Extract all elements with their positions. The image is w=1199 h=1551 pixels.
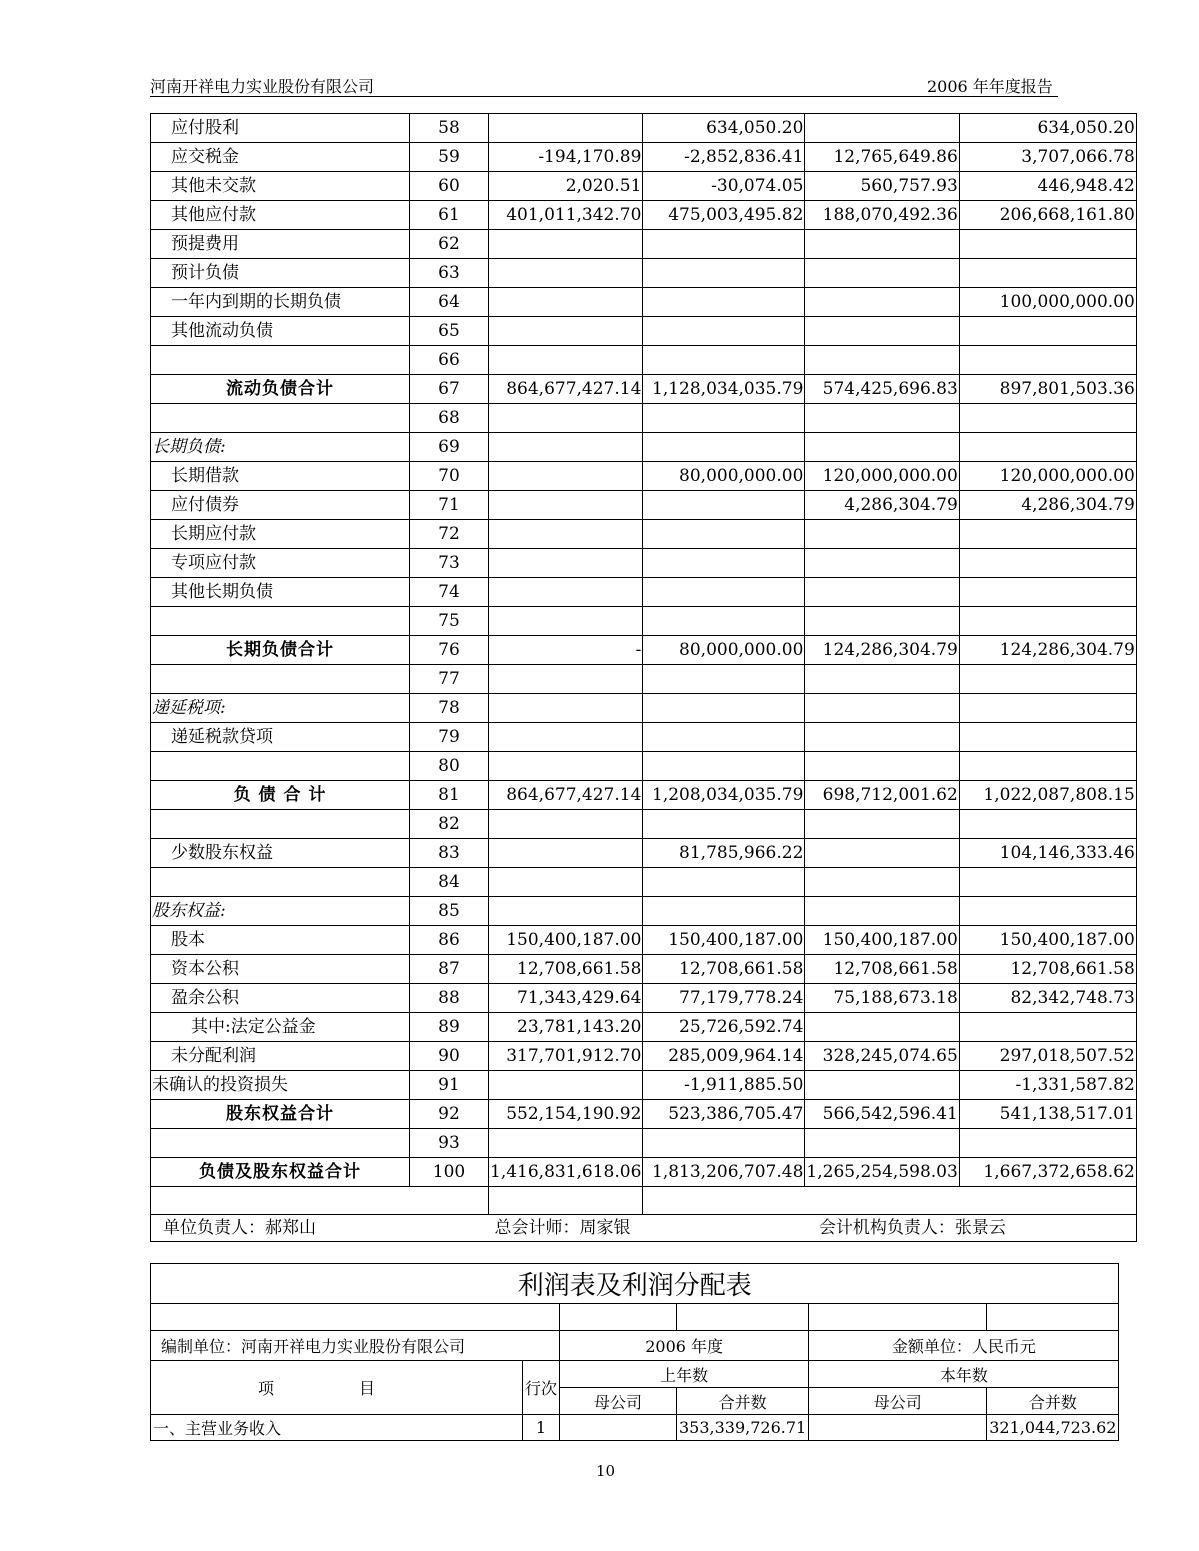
prev-year-header: 上年数: [560, 1361, 809, 1388]
income-row-line: 1: [523, 1415, 560, 1441]
row-line-number: 77: [410, 665, 489, 694]
income-row-prev-parent: [560, 1415, 677, 1441]
row-value-col2: [643, 897, 805, 926]
this-year-header: 本年数: [809, 1361, 1119, 1388]
row-value-col3: [805, 1129, 959, 1158]
row-value-col1: [489, 1129, 643, 1158]
row-value-col3: [805, 1013, 959, 1042]
row-value-col1: 401,011,342.70: [489, 201, 643, 230]
row-value-col4: [959, 404, 1136, 433]
row-line-number: 83: [410, 839, 489, 868]
row-value-col2: [643, 491, 805, 520]
unit-head-signature: 单位负责人：郝郑山: [151, 1215, 489, 1242]
balance-row: [151, 1100, 1137, 1129]
income-row-this-consolidated: 321,044,723.62: [987, 1415, 1119, 1441]
row-line-number: 73: [410, 549, 489, 578]
row-value-col2: [643, 868, 805, 897]
col-line-header: 行次: [523, 1361, 560, 1415]
prepared-by: 编制单位：河南开祥电力实业股份有限公司: [151, 1331, 560, 1361]
row-line-number: 63: [410, 259, 489, 288]
row-label: [151, 404, 410, 433]
row-value-col1: [489, 723, 643, 752]
row-value-col1: [489, 694, 643, 723]
row-value-col1: [489, 607, 643, 636]
row-label: [151, 665, 410, 694]
balance-row: [151, 143, 1137, 172]
blank-cell: [151, 1187, 489, 1215]
row-line-number: 61: [410, 201, 489, 230]
row-value-col1: 864,677,427.14: [489, 375, 643, 404]
row-value-col2: [643, 1129, 805, 1158]
row-value-col2: 12,708,661.58: [643, 955, 805, 984]
row-value-col2: -2,852,836.41: [643, 143, 805, 172]
balance-row: [151, 1042, 1137, 1071]
row-value-col4: [959, 317, 1136, 346]
row-value-col2: -1,911,885.50: [643, 1071, 805, 1100]
row-value-col3: [805, 346, 959, 375]
row-value-col3: 566,542,596.41: [805, 1100, 959, 1129]
row-value-col4: 124,286,304.79: [959, 636, 1136, 665]
balance-row: [151, 607, 1137, 636]
balance-row: [151, 491, 1137, 520]
row-value-col4: [959, 897, 1136, 926]
row-value-col2: [643, 723, 805, 752]
row-value-col1: [489, 288, 643, 317]
row-value-col1: [489, 549, 643, 578]
row-line-number: 87: [410, 955, 489, 984]
row-value-col2: 80,000,000.00: [643, 636, 805, 665]
row-value-col2: 80,000,000.00: [643, 462, 805, 491]
row-value-col2: 475,003,495.82: [643, 201, 805, 230]
row-value-col3: [805, 520, 959, 549]
row-line-number: 79: [410, 723, 489, 752]
row-line-number: 66: [410, 346, 489, 375]
row-value-col1: [489, 317, 643, 346]
row-value-col4: 82,342,748.73: [959, 984, 1136, 1013]
row-value-col3: 4,286,304.79: [805, 491, 959, 520]
income-row-label: 一、主营业务收入: [151, 1415, 523, 1441]
row-value-col3: 150,400,187.00: [805, 926, 959, 955]
row-line-number: 82: [410, 810, 489, 839]
row-value-col1: [489, 462, 643, 491]
row-value-col2: 523,386,705.47: [643, 1100, 805, 1129]
row-value-col2: [643, 578, 805, 607]
row-label: 股本: [151, 926, 410, 955]
row-line-number: 92: [410, 1100, 489, 1129]
blank-cell: [151, 1304, 560, 1331]
row-value-col1: 23,781,143.20: [489, 1013, 643, 1042]
row-label: 应付债券: [151, 491, 410, 520]
row-value-col4: 1,667,372,658.62: [959, 1158, 1136, 1187]
row-value-col1: 317,701,912.70: [489, 1042, 643, 1071]
row-value-col3: [805, 868, 959, 897]
balance-row: [151, 694, 1137, 723]
row-value-col1: [489, 578, 643, 607]
balance-row: [151, 665, 1137, 694]
row-value-col2: 1,128,034,035.79: [643, 375, 805, 404]
row-line-number: 80: [410, 752, 489, 781]
row-value-col2: [643, 404, 805, 433]
row-line-number: 78: [410, 694, 489, 723]
row-label: 长期负债合计: [151, 636, 410, 665]
row-value-col2: [643, 694, 805, 723]
row-line-number: 60: [410, 172, 489, 201]
row-label: 长期借款: [151, 462, 410, 491]
this-parent-header: 母公司: [809, 1388, 987, 1415]
row-value-col2: 1,208,034,035.79: [643, 781, 805, 810]
balance-row: [151, 317, 1137, 346]
row-value-col3: [805, 810, 959, 839]
row-value-col4: [959, 259, 1136, 288]
row-value-col2: -30,074.05: [643, 172, 805, 201]
row-value-col4: 100,000,000.00: [959, 288, 1136, 317]
row-line-number: 90: [410, 1042, 489, 1071]
row-value-col3: [805, 433, 959, 462]
row-line-number: 72: [410, 520, 489, 549]
row-line-number: 89: [410, 1013, 489, 1042]
row-value-col4: [959, 549, 1136, 578]
row-line-number: 93: [410, 1129, 489, 1158]
row-label: 递延税项:: [151, 694, 410, 723]
row-line-number: 64: [410, 288, 489, 317]
row-value-col4: [959, 1129, 1136, 1158]
row-value-col1: -: [489, 636, 643, 665]
blank-cell: [677, 1304, 809, 1331]
row-value-col2: 77,179,778.24: [643, 984, 805, 1013]
row-value-col3: [805, 404, 959, 433]
row-value-col1: [489, 839, 643, 868]
row-value-col4: 541,138,517.01: [959, 1100, 1136, 1129]
balance-sheet-table: [150, 113, 1137, 1242]
blank-row: [151, 1187, 1137, 1215]
row-value-col3: 12,765,649.86: [805, 143, 959, 172]
row-value-col1: 864,677,427.14: [489, 781, 643, 810]
row-value-col4: 446,948.42: [959, 172, 1136, 201]
row-line-number: 59: [410, 143, 489, 172]
row-line-number: 81: [410, 781, 489, 810]
row-label: 其他应付款: [151, 201, 410, 230]
row-label: 股东权益:: [151, 897, 410, 926]
prev-consolidated-header: 合并数: [677, 1388, 809, 1415]
row-line-number: 91: [410, 1071, 489, 1100]
row-value-col4: [959, 868, 1136, 897]
income-row-prev-consolidated: 353,339,726.71: [677, 1415, 809, 1441]
row-value-col2: [643, 346, 805, 375]
row-label: 盈余公积: [151, 984, 410, 1013]
row-value-col3: 75,188,673.18: [805, 984, 959, 1013]
balance-row: [151, 1129, 1137, 1158]
row-value-col2: [643, 607, 805, 636]
prev-parent-header: 母公司: [560, 1388, 677, 1415]
row-value-col1: 12,708,661.58: [489, 955, 643, 984]
balance-row: [151, 172, 1137, 201]
row-value-col3: [805, 549, 959, 578]
balance-row: [151, 926, 1137, 955]
row-line-number: 62: [410, 230, 489, 259]
row-value-col4: 297,018,507.52: [959, 1042, 1136, 1071]
balance-row: [151, 1013, 1137, 1042]
row-label: [151, 1129, 410, 1158]
row-label: [151, 868, 410, 897]
row-value-col4: [959, 346, 1136, 375]
balance-row: [151, 781, 1137, 810]
row-value-col4: [959, 578, 1136, 607]
row-value-col4: 1,022,087,808.15: [959, 781, 1136, 810]
row-value-col2: 25,726,592.74: [643, 1013, 805, 1042]
row-value-col3: [805, 114, 959, 143]
balance-row: [151, 230, 1137, 259]
blank-cell: [489, 1187, 643, 1215]
row-label: 递延税款贷项: [151, 723, 410, 752]
balance-row: [151, 1158, 1137, 1187]
row-value-col3: [805, 839, 959, 868]
blank-cell: [560, 1304, 677, 1331]
header-rule: [150, 96, 1058, 97]
row-value-col2: 81,785,966.22: [643, 839, 805, 868]
row-value-col3: [805, 752, 959, 781]
row-value-col3: 120,000,000.00: [805, 462, 959, 491]
row-label: 长期负债:: [151, 433, 410, 462]
balance-row: [151, 259, 1137, 288]
row-value-col3: [805, 230, 959, 259]
row-line-number: 69: [410, 433, 489, 462]
row-value-col2: [643, 752, 805, 781]
this-consolidated-header: 合并数: [987, 1388, 1119, 1415]
row-value-col1: [489, 665, 643, 694]
row-value-col4: [959, 752, 1136, 781]
row-value-col4: 3,707,066.78: [959, 143, 1136, 172]
row-value-col3: 560,757.93: [805, 172, 959, 201]
row-line-number: 75: [410, 607, 489, 636]
row-value-col4: 12,708,661.58: [959, 955, 1136, 984]
row-label: 资本公积: [151, 955, 410, 984]
row-value-col2: [643, 549, 805, 578]
row-value-col1: [489, 897, 643, 926]
signature-row: [151, 1215, 1137, 1242]
row-value-col1: 1,416,831,618.06: [489, 1158, 643, 1187]
row-value-col4: [959, 810, 1136, 839]
row-value-col3: [805, 723, 959, 752]
col-item-header: 项 目: [151, 1361, 523, 1415]
row-value-col3: [805, 288, 959, 317]
row-value-col3: 12,708,661.58: [805, 955, 959, 984]
row-value-col3: 1,265,254,598.03: [805, 1158, 959, 1187]
balance-row: [151, 404, 1137, 433]
row-value-col1: [489, 810, 643, 839]
row-label: 未分配利润: [151, 1042, 410, 1071]
row-value-col3: [805, 897, 959, 926]
row-value-col4: [959, 433, 1136, 462]
row-label: 其他长期负债: [151, 578, 410, 607]
row-value-col4: [959, 1013, 1136, 1042]
header-company: 河南开祥电力实业股份有限公司: [150, 77, 375, 96]
balance-row: [151, 549, 1137, 578]
blank-cell: [809, 1304, 987, 1331]
balance-row: [151, 984, 1137, 1013]
currency-unit: 金额单位：人民币元: [809, 1331, 1119, 1361]
row-value-col1: -194,170.89: [489, 143, 643, 172]
row-value-col3: [805, 694, 959, 723]
balance-row: [151, 868, 1137, 897]
balance-row: [151, 578, 1137, 607]
row-value-col1: [489, 404, 643, 433]
row-value-col4: [959, 723, 1136, 752]
row-line-number: 74: [410, 578, 489, 607]
row-value-col4: [959, 665, 1136, 694]
row-value-col1: [489, 520, 643, 549]
row-value-col1: [489, 752, 643, 781]
balance-row: [151, 462, 1137, 491]
row-value-col1: [489, 433, 643, 462]
row-line-number: 71: [410, 491, 489, 520]
row-line-number: 100: [410, 1158, 489, 1187]
row-value-col1: [489, 114, 643, 143]
row-line-number: 76: [410, 636, 489, 665]
row-value-col1: 2,020.51: [489, 172, 643, 201]
row-label: 预提费用: [151, 230, 410, 259]
row-label: 预计负债: [151, 259, 410, 288]
row-value-col4: 150,400,187.00: [959, 926, 1136, 955]
row-value-col2: 285,009,964.14: [643, 1042, 805, 1071]
row-label: 股东权益合计: [151, 1100, 410, 1129]
row-label: 其他未交款: [151, 172, 410, 201]
row-line-number: 68: [410, 404, 489, 433]
row-line-number: 70: [410, 462, 489, 491]
row-value-col3: 328,245,074.65: [805, 1042, 959, 1071]
row-value-col4: 104,146,333.46: [959, 839, 1136, 868]
row-label: 负 债 合 计: [151, 781, 410, 810]
row-value-col2: [643, 259, 805, 288]
row-value-col4: -1,331,587.82: [959, 1071, 1136, 1100]
balance-row: [151, 114, 1137, 143]
balance-row: [151, 752, 1137, 781]
row-value-col1: 71,343,429.64: [489, 984, 643, 1013]
row-label: 长期应付款: [151, 520, 410, 549]
header-report-title: 2006 年年度报告: [927, 77, 1053, 96]
row-value-col4: 897,801,503.36: [959, 375, 1136, 404]
row-label: [151, 752, 410, 781]
row-value-col4: 120,000,000.00: [959, 462, 1136, 491]
row-label: [151, 810, 410, 839]
row-value-col3: 698,712,001.62: [805, 781, 959, 810]
balance-row: [151, 839, 1137, 868]
blank-cell: [643, 1187, 1136, 1215]
income-statement-title: 利润表及利润分配表: [151, 1264, 1119, 1304]
row-value-col1: [489, 491, 643, 520]
accounting-head-signature: 会计机构负责人：张景云: [805, 1215, 1136, 1242]
balance-row: [151, 520, 1137, 549]
row-value-col1: 552,154,190.92: [489, 1100, 643, 1129]
row-value-col3: [805, 259, 959, 288]
row-value-col4: 634,050.20: [959, 114, 1136, 143]
row-value-col4: 4,286,304.79: [959, 491, 1136, 520]
row-value-col1: 150,400,187.00: [489, 926, 643, 955]
page-number: 10: [596, 1462, 616, 1480]
balance-row: [151, 810, 1137, 839]
row-label: 应付股利: [151, 114, 410, 143]
row-value-col2: [643, 665, 805, 694]
balance-row: [151, 288, 1137, 317]
row-label: 其中:法定公益金: [151, 1013, 410, 1042]
row-value-col1: [489, 868, 643, 897]
row-value-col2: [643, 317, 805, 346]
row-label: 流动负债合计: [151, 375, 410, 404]
row-line-number: 88: [410, 984, 489, 1013]
row-label: 未确认的投资损失: [151, 1071, 410, 1100]
row-line-number: 67: [410, 375, 489, 404]
balance-row: [151, 375, 1137, 404]
row-value-col2: [643, 433, 805, 462]
row-value-col4: [959, 607, 1136, 636]
row-value-col1: [489, 259, 643, 288]
balance-row: [151, 723, 1137, 752]
row-value-col4: [959, 230, 1136, 259]
income-row-this-parent: [809, 1415, 987, 1441]
row-value-col3: [805, 607, 959, 636]
row-value-col2: [643, 520, 805, 549]
row-label: 少数股东权益: [151, 839, 410, 868]
row-label: [151, 346, 410, 375]
row-value-col3: [805, 578, 959, 607]
row-value-col1: [489, 1071, 643, 1100]
balance-row: [151, 955, 1137, 984]
balance-row: [151, 897, 1137, 926]
row-value-col1: [489, 346, 643, 375]
row-value-col3: [805, 1071, 959, 1100]
income-statement-table: [150, 1263, 1119, 1441]
row-value-col3: [805, 665, 959, 694]
row-value-col4: [959, 520, 1136, 549]
row-line-number: 85: [410, 897, 489, 926]
row-value-col3: [805, 317, 959, 346]
row-label: 负债及股东权益合计: [151, 1158, 410, 1187]
row-value-col3: 574,425,696.83: [805, 375, 959, 404]
row-value-col4: [959, 694, 1136, 723]
report-year: 2006 年度: [560, 1331, 809, 1361]
row-value-col2: 150,400,187.00: [643, 926, 805, 955]
row-label: 一年内到期的长期负债: [151, 288, 410, 317]
balance-row: [151, 201, 1137, 230]
row-label: 应交税金: [151, 143, 410, 172]
row-value-col4: 206,668,161.80: [959, 201, 1136, 230]
row-value-col2: [643, 810, 805, 839]
row-value-col2: [643, 230, 805, 259]
row-line-number: 84: [410, 868, 489, 897]
row-line-number: 65: [410, 317, 489, 346]
balance-row: [151, 346, 1137, 375]
balance-row: [151, 1071, 1137, 1100]
row-value-col3: 124,286,304.79: [805, 636, 959, 665]
balance-row: [151, 433, 1137, 462]
row-line-number: 58: [410, 114, 489, 143]
row-label: [151, 607, 410, 636]
row-value-col2: 1,813,206,707.48: [643, 1158, 805, 1187]
row-value-col2: 634,050.20: [643, 114, 805, 143]
chief-accountant-signature: 总会计师：周家银: [489, 1215, 805, 1242]
row-label: 专项应付款: [151, 549, 410, 578]
blank-cell: [987, 1304, 1119, 1331]
row-value-col3: 188,070,492.36: [805, 201, 959, 230]
balance-row: [151, 636, 1137, 665]
row-label: 其他流动负债: [151, 317, 410, 346]
row-line-number: 86: [410, 926, 489, 955]
row-value-col1: [489, 230, 643, 259]
row-value-col2: [643, 288, 805, 317]
